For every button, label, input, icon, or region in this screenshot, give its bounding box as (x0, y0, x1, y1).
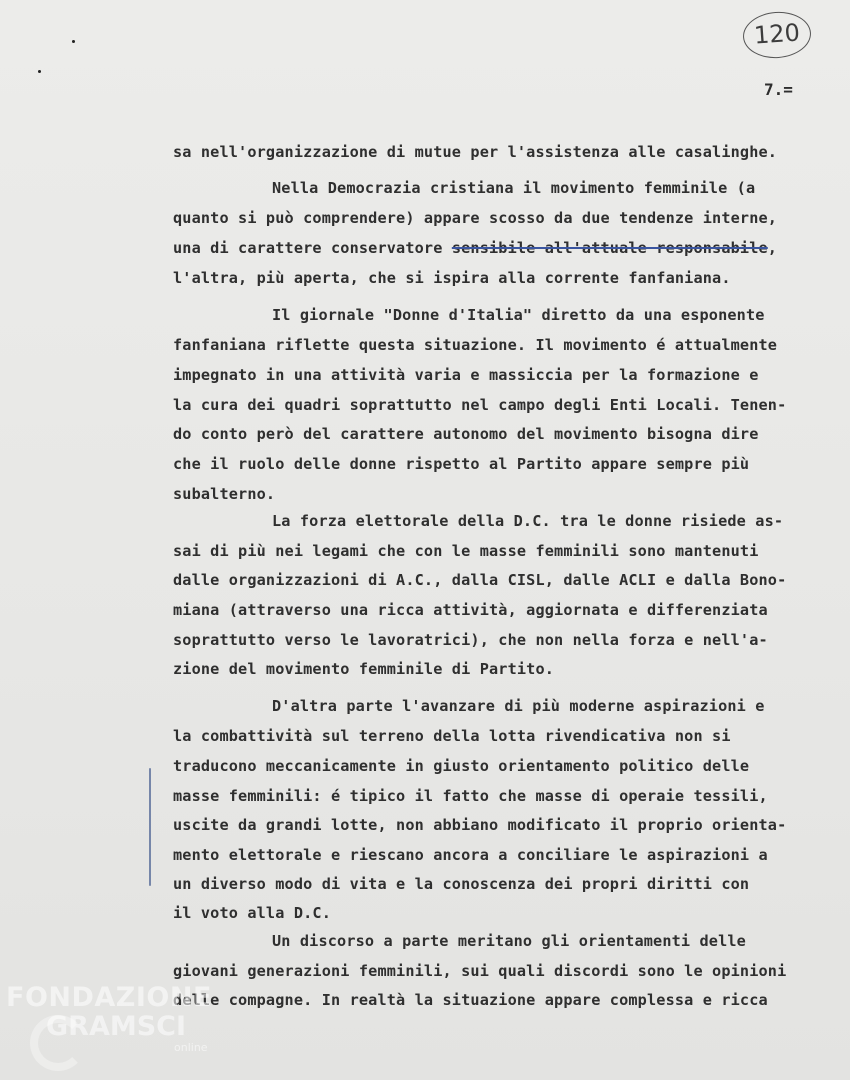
text-line: quanto si può comprendere) appare scosso da due tendenze interne, (173, 209, 778, 227)
text-line: dalle organizzazioni di A.C., dalla CISL, dalle ACLI e dalla Bono- (173, 571, 787, 589)
text-line: sa nell'organizzazione di mutue per l'assistenza alle casalinghe. (173, 143, 778, 161)
watermark-line: online (174, 1041, 208, 1054)
text-line: fanfaniana riflette questa situazione. Il movimento é attualmente (173, 336, 778, 354)
text-line: delle compagne. In realtà la situazione appare complessa e ricca (173, 991, 768, 1009)
text-line: la cura dei quadri soprattutto nel campo degli Enti Locali. Tenen- (173, 396, 787, 414)
text-line: subalterno. (173, 485, 276, 503)
watermark-line: GRAMSCI (46, 1011, 187, 1042)
page-number: 7.= (764, 80, 793, 99)
text-line: soprattutto verso le lavoratrici), che non nella forza e nell'a- (173, 631, 768, 649)
text-line-with-correction (173, 239, 777, 257)
text-line: la combattività sul terreno della lotta rivendicativa non si (173, 727, 731, 745)
text-line: Un discorso a parte meritano gli orientamenti delle (272, 932, 746, 950)
handwritten-page-annotation: 120 (741, 10, 812, 61)
text-line: Nella Democrazia cristiana il movimento femminile (a (272, 179, 756, 197)
text-line: traducono meccanicamente in giusto orientamento politico delle (173, 757, 750, 775)
struck-out-text: sensibile all'attuale responsabile (451, 239, 768, 257)
text-line: impegnato in una attività varia e massiccia per la formazione e (173, 366, 759, 384)
text-segment: , (767, 239, 778, 257)
text-line: La forza elettorale della D.C. tra le donne risiede as- (272, 512, 784, 530)
text-line: Il giornale "Donne d'Italia" diretto da una esponente (272, 306, 765, 324)
text-line: do conto però del carattere autonomo del movimento bisogna dire (173, 425, 759, 443)
text-line: il voto alla D.C. (173, 904, 331, 922)
watermark-line: FONDAZIONE (6, 982, 212, 1013)
text-line: miana (attraverso una ricca attività, aggiornata e differenziata (173, 601, 768, 619)
text-line: zione del movimento femminile di Partito. (173, 660, 555, 678)
text-line: D'altra parte l'avanzare di più moderne aspirazioni e (272, 697, 765, 715)
text-line: l'altra, più aperta, che si ispira alla corrente fanfaniana. (173, 269, 731, 287)
text-line: giovani generazioni femminili, sui quali discordi sono le opinioni (173, 962, 787, 980)
text-line: un diverso modo di vita e la conoscenza dei propri diritti con (173, 875, 750, 893)
text-line: mento elettorale e riescano ancora a conciliare le aspirazioni a (173, 846, 768, 864)
archive-watermark (6, 984, 212, 1053)
text-line: sai di più nei legami che con le masse femminili sono mantenuti (173, 542, 759, 560)
text-line: uscite da grandi lotte, non abbiano modificato il proprio orienta- (173, 816, 787, 834)
text-segment: una di carattere conservatore (173, 239, 443, 257)
text-line: masse femminili: é tipico il fatto che masse di operaie tessili, (173, 787, 768, 805)
text-line: che il ruolo delle donne rispetto al Partito appare sempre più (173, 455, 750, 473)
